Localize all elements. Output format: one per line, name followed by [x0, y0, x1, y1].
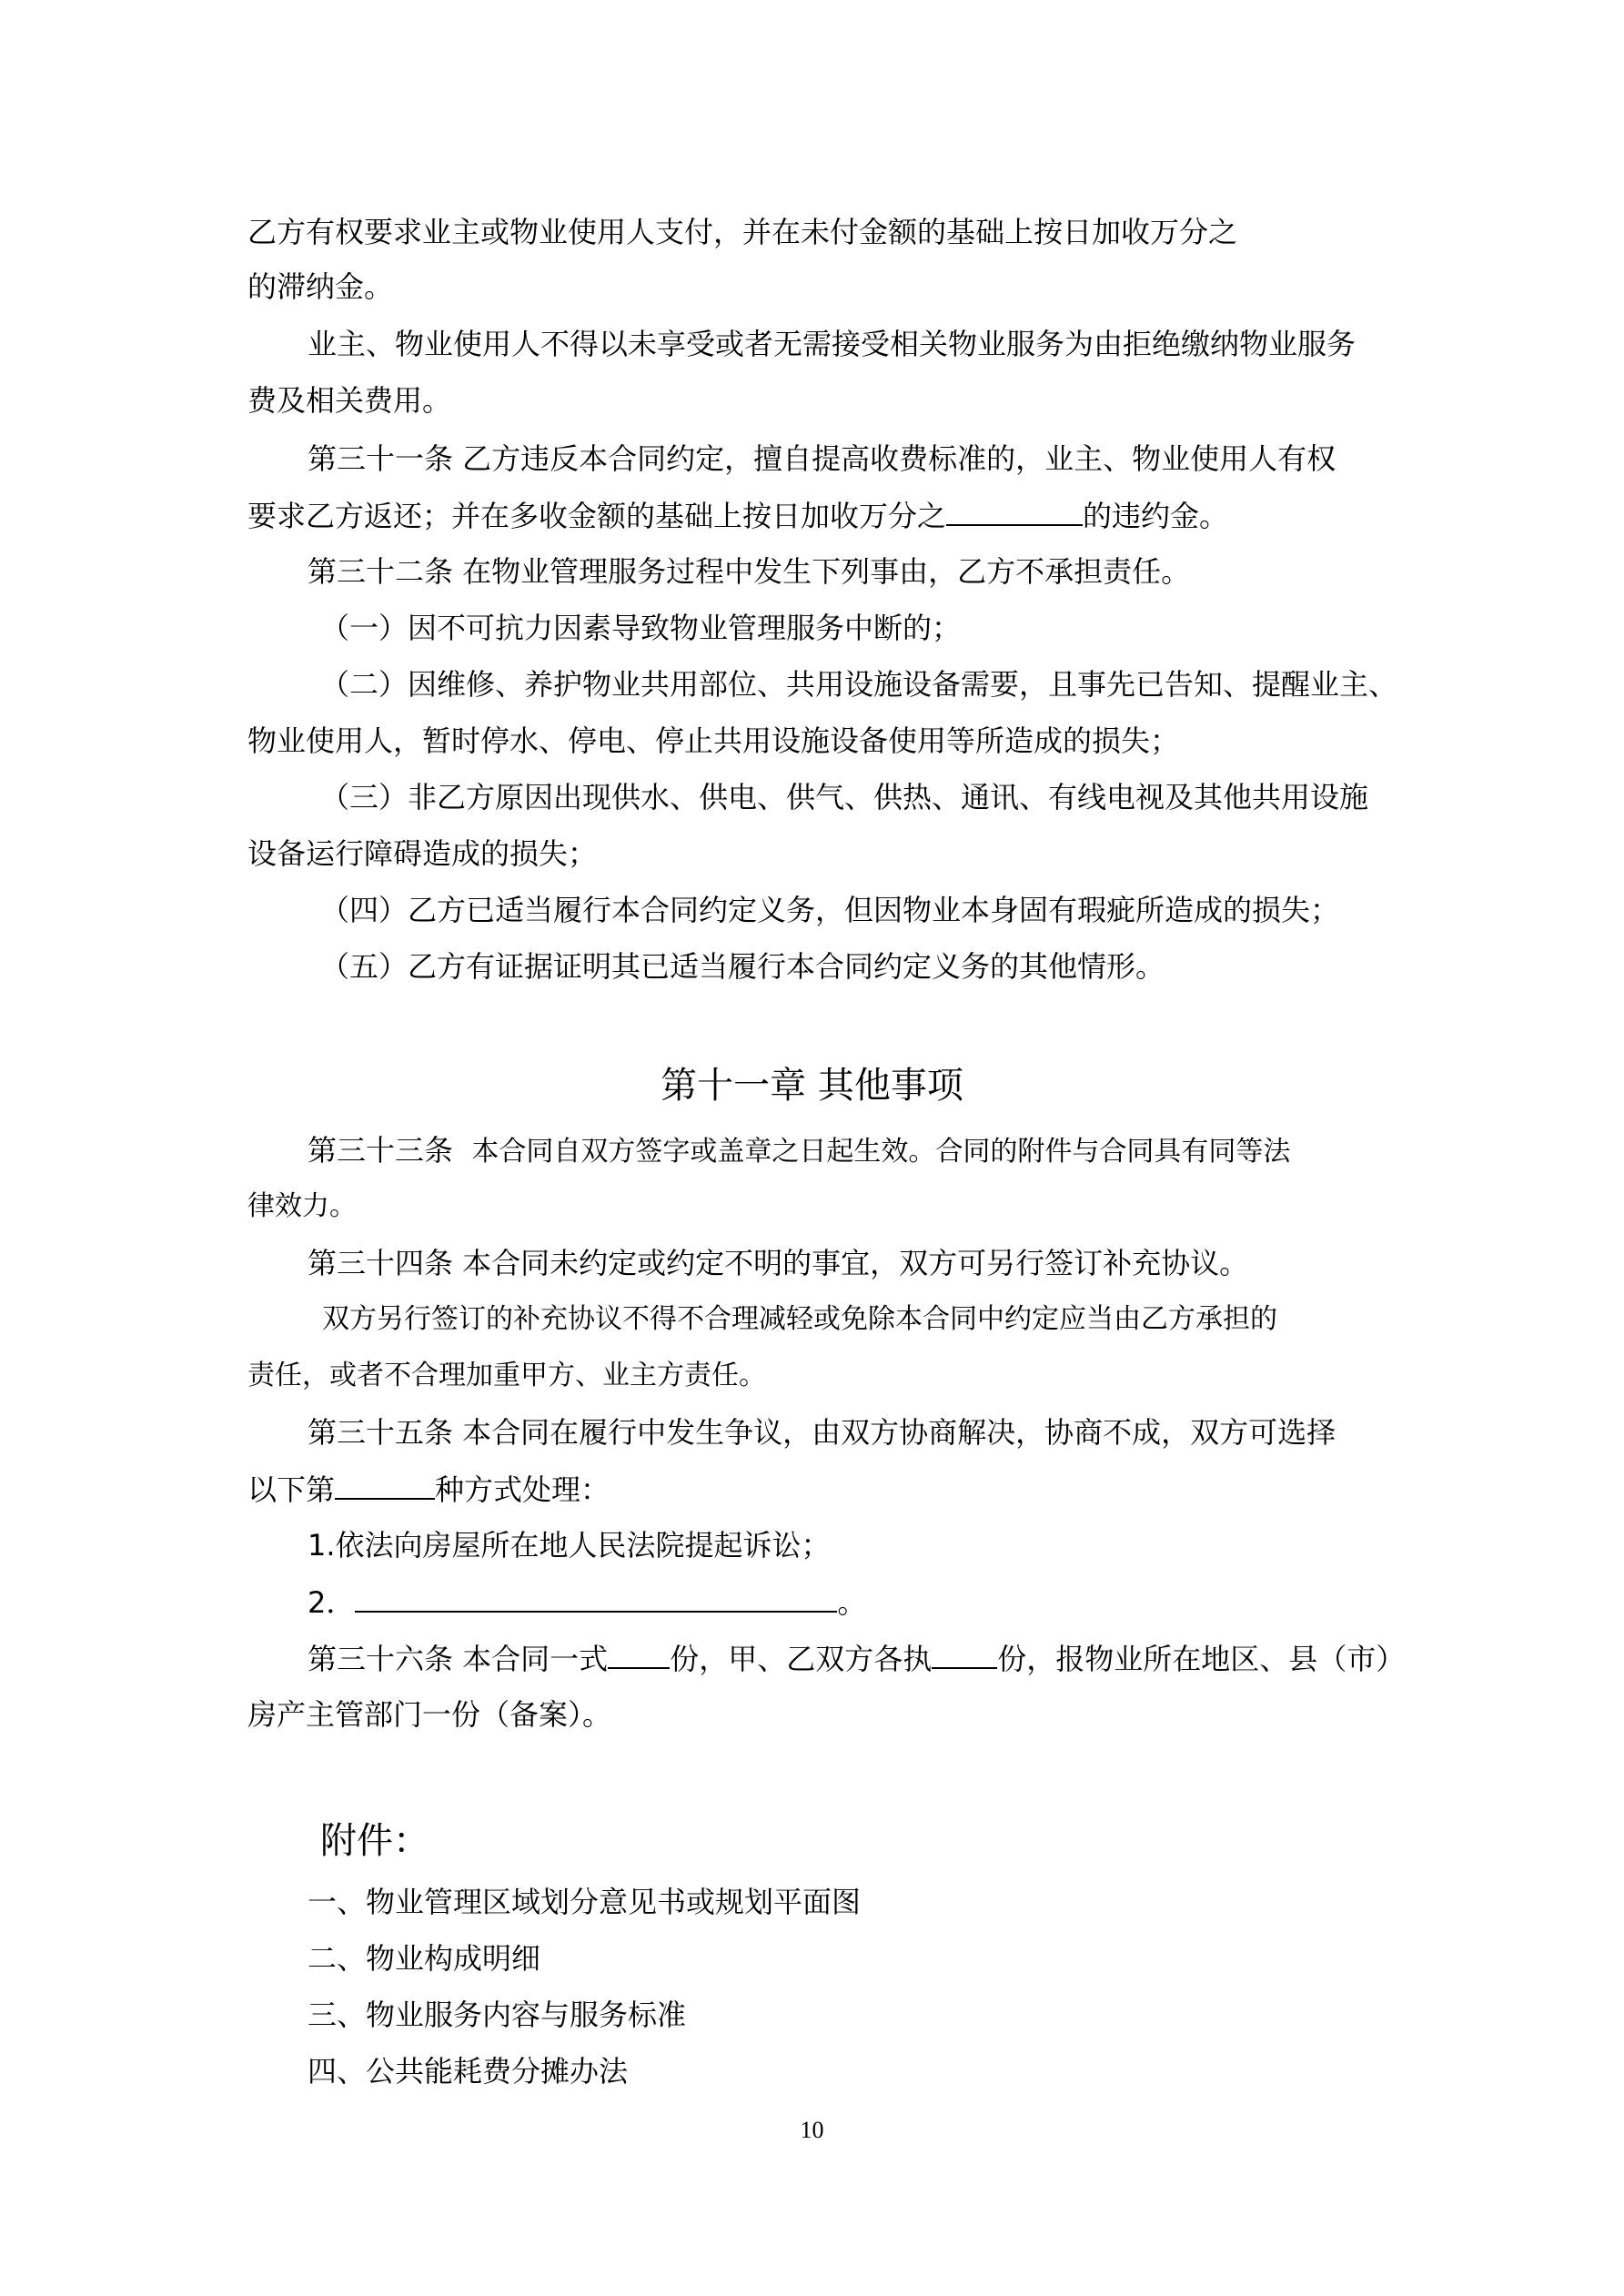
- article-36: [308, 1640, 1405, 1676]
- article-31: 第三十一条 乙方违反本合同约定，擅自提高收费标准的，业主、物业使用人有权: [308, 441, 1337, 476]
- text-segment: 本合同自双方签字或盖章之日起生效。合同的附件与合同具有同等法: [471, 1136, 1291, 1168]
- list-item: [308, 1583, 866, 1620]
- annex-item: 二、物业构成明细: [308, 1941, 541, 1976]
- article-32: 第三十二条 在物业管理服务过程中发生下列事由，乙方不承担责任。: [308, 554, 1191, 589]
- text-line: 设备运行障碍造成的损失；: [247, 836, 598, 871]
- fill-in-blank[interactable]: [335, 1471, 435, 1500]
- text-line: 的滞纳金。: [247, 269, 394, 304]
- article-33: [308, 1132, 1290, 1168]
- annex-item: 四、公共能耗费分摊办法: [308, 2054, 629, 2089]
- text-segment: 份，甲、乙双方各执: [670, 1642, 933, 1676]
- article-35: 第三十五条 本合同在履行中发生争议，由双方协商解决，协商不成，双方可选择: [308, 1415, 1337, 1450]
- text-line: 双方另行签订的补充协议不得不合理减轻或免除本合同中约定应当由乙方承担的: [322, 1303, 1277, 1335]
- page-number: 10: [800, 2117, 824, 2143]
- fill-in-blank[interactable]: [932, 1640, 997, 1669]
- text-line: 乙方有权要求业主或物业使用人支付，并在未付金额的基础上按日加收万分之: [247, 215, 1238, 249]
- annex-item: 三、物业服务内容与服务标准: [308, 1998, 687, 2032]
- list-item: 1.依法向房屋所在地人民法院提起诉讼；: [308, 1528, 831, 1563]
- text-segment: 种方式处理：: [435, 1472, 610, 1507]
- fill-in-blank[interactable]: [355, 1583, 837, 1613]
- fill-in-blank[interactable]: [946, 497, 1083, 526]
- list-item: （四）乙方已适当履行本合同约定义务，但因物业本身固有瑕疵所造成的损失；: [320, 893, 1340, 927]
- article-label: 第三十三条: [308, 1133, 454, 1168]
- annex-item: 一、物业管理区域划分意见书或规划平面图: [308, 1885, 862, 1919]
- text-line: [247, 497, 1228, 533]
- text-segment: 2．: [308, 1585, 356, 1620]
- text-segment: 。: [837, 1585, 867, 1620]
- text-segment: 第三十六条 本合同一式: [308, 1642, 609, 1676]
- list-item: （五）乙方有证据证明其已适当履行本合同约定义务的其他情形。: [320, 949, 1165, 984]
- list-item: （二）因维修、养护物业共用部位、共用设施设备需要，且事先已告知、提醒业主、: [320, 667, 1398, 702]
- text-line: 物业使用人，暂时停水、停电、停止共用设施设备使用等所造成的损失；: [247, 723, 1180, 758]
- chapter-heading: 第十一章 其他事项: [661, 1065, 963, 1107]
- text-line: [247, 1471, 610, 1507]
- list-item: （一）因不可抗力因素导致物业管理服务中断的；: [320, 611, 962, 645]
- text-line: 业主、物业使用人不得以未享受或者无需接受相关物业服务为由拒绝缴纳物业服务: [308, 327, 1357, 361]
- annex-title: 附件：: [320, 1820, 429, 1862]
- text-segment: 份，报物业所在地区、县（市）: [997, 1642, 1406, 1676]
- text-segment: 以下第: [247, 1472, 336, 1507]
- fill-in-blank[interactable]: [608, 1640, 670, 1669]
- text-line: 费及相关费用。: [247, 383, 452, 418]
- text-line: 律效力。: [247, 1190, 357, 1222]
- article-34: 第三十四条 本合同未约定或约定不明的事宜，双方可另行签订补充协议。: [308, 1246, 1249, 1280]
- text-line: 房产主管部门一份（备案）。: [247, 1697, 612, 1732]
- text-segment: 的违约金。: [1083, 499, 1229, 533]
- text-segment: 要求乙方返还；并在多收金额的基础上按日加收万分之: [247, 499, 947, 533]
- text-line: 责任，或者不合理加重甲方、业主方责任。: [247, 1360, 766, 1391]
- list-item: （三）非乙方原因出现供水、供电、供气、供热、通讯、有线电视及其他共用设施: [320, 780, 1369, 814]
